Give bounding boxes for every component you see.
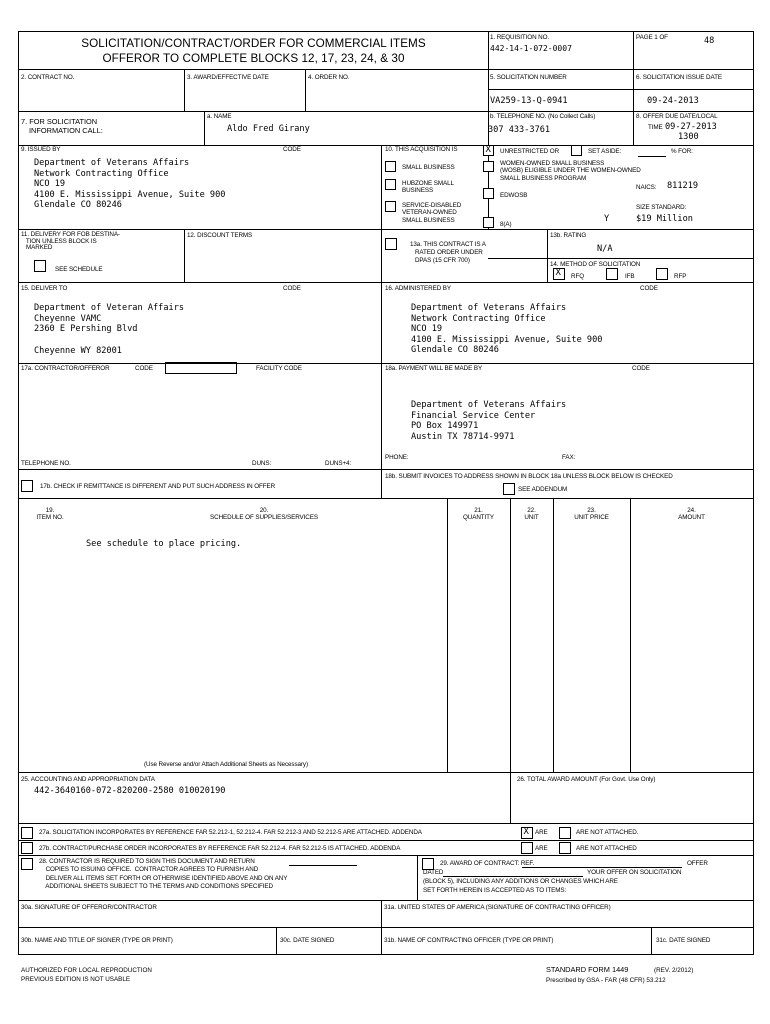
telephone-no-label: TELEPHONE NO. xyxy=(21,460,71,467)
offeror-signature-label: 30a. SIGNATURE OF OFFEROR/CONTRACTOR xyxy=(21,904,157,911)
rule xyxy=(381,282,382,498)
award-ref-label: 29. AWARD OF CONTRACT: REF. xyxy=(440,860,535,867)
issued-by-code-label: CODE xyxy=(283,146,301,153)
rfp-label: RFP xyxy=(674,273,687,280)
contract-addenda-are-label: ARE xyxy=(535,845,548,852)
rule xyxy=(447,498,448,772)
rated-order-checkbox[interactable] xyxy=(385,238,397,250)
small-business-label: SMALL BUSINESS xyxy=(402,164,455,171)
reverse-note: (Use Reverse and/or Attach Additional Sheets as Necessary) xyxy=(144,761,308,768)
pct-for-label: % FOR: xyxy=(671,148,693,155)
award-line3: (BLOCK 5), INCLUDING ANY ADDITIONS OR CHANGES WHICH ARE xyxy=(423,878,618,885)
offer-due-date: 09-27-2013 xyxy=(665,122,717,132)
telephone-value: 307 433-3761 xyxy=(488,125,551,135)
see-addendum-checkbox[interactable] xyxy=(503,483,515,495)
ifb-label: IFB xyxy=(625,273,635,280)
rule xyxy=(633,32,634,145)
rule xyxy=(19,111,753,112)
col-unit: 22. UNIT xyxy=(524,507,539,522)
award-date-label: 3. AWARD/EFFECTIVE DATE xyxy=(187,74,269,81)
form-title-line2: OFFEROR TO COMPLETE BLOCKS 12, 17, 23, 24, & 30 xyxy=(102,52,405,65)
facility-code-label: FACILITY CODE xyxy=(256,365,302,372)
award-dated-line xyxy=(443,876,583,877)
addenda-are-not-label: ARE NOT ATTACHED. xyxy=(576,829,639,836)
officer-date-label: 31c. DATE SIGNED xyxy=(656,937,711,944)
unrestricted-checkbox[interactable] xyxy=(483,145,494,156)
page-count: 48 xyxy=(704,36,715,46)
signer-date-label: 30c. DATE SIGNED xyxy=(280,937,335,944)
rule xyxy=(510,498,511,772)
contract-addenda-are-not-label: ARE NOT ATTACHED xyxy=(576,845,637,852)
return-copies-line xyxy=(289,865,357,866)
award-ref-line xyxy=(522,867,682,868)
contract-ref-label: 27b. CONTRACT/PURCHASE ORDER INCORPORATES BY REFERENCE FAR 52.212-4. FAR 52.212-5 IS ATTACHED. ADDENDA xyxy=(39,845,401,852)
payment-fax-label: FAX: xyxy=(562,454,576,461)
issue-date-label: 6. SOLICITATION ISSUE DATE xyxy=(636,74,722,81)
award-your-offer-label: YOUR OFFER ON SOLICITATION xyxy=(587,869,682,876)
ifb-checkbox[interactable] xyxy=(606,268,618,280)
col-amount: 24. AMOUNT xyxy=(678,507,705,522)
contract-addenda-are-checkbox[interactable] xyxy=(521,842,533,854)
solicitation-info-line2: INFORMATION CALL: xyxy=(29,126,103,135)
solicitation-number-value: VA259-13-Q-0941 xyxy=(490,96,568,106)
fob-label: 11. DELIVERY FOR FOB DESTINA- TION UNLESS BLOCK IS MARKED xyxy=(21,231,120,252)
rating-label: 13b. RATING xyxy=(550,232,587,239)
size-standard-label: SIZE STANDARD: xyxy=(636,204,687,211)
contract-no-label: 2. CONTRACT NO. xyxy=(21,74,75,81)
naics-value: 811219 xyxy=(667,181,699,191)
contact-name-label: a. NAME xyxy=(207,113,232,120)
col-unit-price: 23. UNIT PRICE xyxy=(574,507,609,522)
see-addendum-label: SEE ADDENDUM xyxy=(518,486,568,493)
accounting-value: 442-3640160-072-820200-2580 010020190 xyxy=(34,786,226,796)
eight-a-checkbox[interactable] xyxy=(483,217,494,228)
signer-name-label: 30b. NAME AND TITLE OF SIGNER (TYPE OR PRINT) xyxy=(21,937,173,944)
rule xyxy=(19,772,753,773)
payment-code-label: CODE xyxy=(632,365,650,372)
sdvosb-label: SERVICE-DISABLED VETERAN-OWNED SMALL BUSINESS xyxy=(402,202,462,224)
sf1449-form xyxy=(18,31,754,955)
deliver-to-label: 15. DELIVER TO xyxy=(21,285,68,292)
contract-addenda-are-not-checkbox[interactable] xyxy=(559,842,571,854)
administered-by-code-label: CODE xyxy=(640,285,658,292)
footer-form-name: STANDARD FORM 1449 xyxy=(546,965,629,974)
rule xyxy=(276,927,277,955)
discount-terms-label: 12. DISCOUNT TERMS xyxy=(187,232,253,239)
unrestricted-label: UNRESTRICTED OR xyxy=(500,148,560,155)
administered-by-label: 16. ADMINISTERED BY xyxy=(385,285,451,292)
contact-name-value: Aldo Fred Girany xyxy=(227,124,310,134)
small-business-checkbox[interactable] xyxy=(385,161,396,172)
deliver-to-code-label: CODE xyxy=(283,285,301,292)
duns4-label: DUNS+4: xyxy=(325,460,352,467)
see-schedule-checkbox[interactable] xyxy=(34,260,46,272)
rule xyxy=(547,229,548,282)
rule xyxy=(19,229,753,230)
solicitation-ref-checkbox[interactable] xyxy=(21,827,33,839)
rfp-checkbox[interactable] xyxy=(656,268,668,280)
contractor-label: 17a. CONTRACTOR/OFFEROR xyxy=(21,365,110,372)
rule xyxy=(184,69,185,111)
offeror-signature-field[interactable] xyxy=(21,912,376,925)
wosb-checkbox[interactable] xyxy=(483,161,494,172)
payment-label: 18a. PAYMENT WILL BE MADE BY xyxy=(385,365,483,372)
rule xyxy=(417,855,418,900)
deliver-to-address: Department of Veteran Affairs Cheyenne VAMC 2360 E Pershing Blvd xyxy=(34,303,185,335)
requisition-label: 1. REQUISITION NO. xyxy=(490,34,550,41)
col-item-no: 19. ITEM NO. xyxy=(36,507,64,522)
usa-signature-label: 31a. UNITED STATES OF AMERICA (SIGNATURE OF CONTRACTING OFFICER) xyxy=(384,904,611,911)
rule xyxy=(651,927,652,955)
solicitation-number-label: 5. SOLICITATION NUMBER xyxy=(490,74,567,81)
rule xyxy=(381,900,382,955)
solicitation-info-line1: 7. FOR SOLICITATION xyxy=(21,117,98,126)
order-no-label: 4. ORDER NO. xyxy=(308,74,350,81)
duns-label: DUNS: xyxy=(252,460,272,467)
form-title-line1: SOLICITATION/CONTRACT/ORDER FOR COMMERCIAL ITEMS xyxy=(81,37,426,50)
requisition-value: 442-14-1-072-0007 xyxy=(490,44,572,53)
page-label: PAGE 1 OF xyxy=(636,34,668,41)
contractor-sign-checkbox[interactable] xyxy=(21,858,33,870)
col-schedule: 20. SCHEDULE OF SUPPLIES/SERVICES xyxy=(210,507,318,522)
award-offer-label: OFFER xyxy=(687,860,708,867)
contractor-sign-text: 28. CONTRACTOR IS REQUIRED TO SIGN THIS DOCUMENT AND RETURN COPIES TO ISSUING OFFICE. CONTRACTOR AGREES TO FURNISH AND DELIVER ALL ITEMS SET FORTH OR OTHERWISE IDENTIFIED ABOVE AND ON ANY ADDITIONAL SHEETS SUBJECT TO THE TERMS AND CONDITIONS SPECIFIED xyxy=(39,858,288,891)
payment-address: Department of Veterans Affairs Financial Service Center PO Box 149971 Austin TX 78714-9971 xyxy=(411,400,567,442)
acquisition-label: 10. THIS ACQUISITION IS xyxy=(385,146,458,153)
edwosb-label: EDWOSB xyxy=(500,192,528,199)
set-aside-checkbox[interactable] xyxy=(571,145,582,156)
rfq-label: RFQ xyxy=(571,273,584,280)
payment-phone-label: PHONE: xyxy=(385,454,409,461)
rule xyxy=(19,282,753,283)
administered-by-address: Department of Veterans Affairs Network Contracting Office NCO 19 4100 E. Mississippi Avenue, Suite 900 Glendale CO 80246 xyxy=(411,303,603,356)
accounting-label: 25. ACCOUNTING AND APPROPRIATION DATA xyxy=(21,776,155,783)
officer-name-label: 31b. NAME OF CONTRACTING OFFICER (TYPE OR PRINT) xyxy=(384,937,554,944)
rule xyxy=(488,258,753,259)
solicitation-info-label xyxy=(21,117,103,135)
hubzone-checkbox[interactable] xyxy=(385,179,396,190)
col-quantity: 21. QUANTITY xyxy=(462,507,495,522)
contractor-code-label: CODE xyxy=(135,365,153,372)
remittance-checkbox[interactable] xyxy=(21,480,33,492)
sdvosb-checkbox[interactable] xyxy=(385,201,396,212)
hubzone-label: HUBZONE SMALL BUSINESS xyxy=(402,180,454,195)
footer-prescribed: Prescribed by GSA - FAR (48 CFR) 53.212 xyxy=(546,977,666,984)
addenda-are-not-checkbox[interactable] xyxy=(559,827,571,839)
rule xyxy=(204,111,205,145)
award-dated-label: DATED xyxy=(423,869,444,876)
footer-revision: (REV. 2/2012) xyxy=(654,967,694,974)
rule xyxy=(19,927,753,928)
see-schedule-label: SEE SCHEDULE xyxy=(55,266,103,273)
remittance-label: 17b. CHECK IF REMITTANCE IS DIFFERENT AND PUT SUCH ADDRESS IN OFFER xyxy=(40,483,276,490)
award-line4: SET FORTH HEREIN IS ACCEPTED AS TO ITEMS: xyxy=(423,887,567,894)
rule xyxy=(19,855,753,856)
issued-by-label: 9. ISSUED BY xyxy=(21,146,61,153)
telephone-label: b. TELEPHONE NO. (No Collect Calls) xyxy=(490,113,596,120)
offer-time-label: TIME xyxy=(648,124,663,131)
contractor-code-field[interactable] xyxy=(165,362,237,374)
rule xyxy=(184,229,185,282)
issued-by-address: Department of Veterans Affairs Network Contracting Office NCO 19 4100 E. Mississippi Avenue, Suite 900 Glendale CO 80246 xyxy=(34,158,226,211)
addenda-are-checkbox[interactable] xyxy=(521,827,533,839)
footer-local-reproduction: AUTHORIZED FOR LOCAL REPRODUCTION xyxy=(21,967,152,974)
offer-due-label: 8. OFFER DUE DATE/LOCAL xyxy=(636,113,718,120)
submit-invoices-label: 18b. SUBMIT INVOICES TO ADDRESS SHOWN IN BLOCK 18a UNLESS BLOCK BELOW IS CHECKED xyxy=(385,473,673,480)
deliver-to-city: Cheyenne WY 82001 xyxy=(34,346,122,356)
usa-signature-field[interactable] xyxy=(384,912,749,925)
issue-date-value: 09-24-2013 xyxy=(647,96,699,106)
contract-ref-checkbox[interactable] xyxy=(21,842,33,854)
rule xyxy=(553,498,554,772)
edwosb-checkbox[interactable] xyxy=(483,188,494,199)
eight-a-value: Y xyxy=(604,214,610,224)
rule xyxy=(381,145,382,285)
rule xyxy=(19,823,753,824)
rule xyxy=(19,469,753,470)
rule xyxy=(488,89,753,90)
total-award-label: 26. TOTAL AWARD AMOUNT (For Govt. Use Only) xyxy=(517,776,656,783)
footer-previous-edition: PREVIOUS EDITION IS NOT USABLE xyxy=(21,976,131,983)
solicitation-method-label: 14. METHOD OF SOLICITATION xyxy=(550,261,641,268)
eight-a-label: 8(A) xyxy=(500,221,512,228)
offer-due-time: 1300 xyxy=(678,132,699,142)
size-standard-value: $19 Million xyxy=(636,214,693,224)
rule xyxy=(305,69,306,111)
rating-value: N/A xyxy=(597,244,613,254)
rule xyxy=(19,69,753,70)
rule xyxy=(19,840,753,841)
naics-label: NAICS: xyxy=(636,184,657,191)
set-aside-label: SET ASIDE: xyxy=(588,148,622,155)
rule xyxy=(510,772,511,823)
rule xyxy=(19,498,753,499)
rated-order-label: 13a. THIS CONTRACT IS A RATED ORDER UNDER DPAS (15 CFR 700) xyxy=(410,241,486,265)
wosb-label: WOMEN-OWNED SMALL BUSINESS (WOSB) ELIGIBLE UNDER THE WOMEN-OWNED SMALL BUSINESS PROGRAM xyxy=(500,160,641,182)
solicitation-ref-label: 27a. SOLICITATION INCORPORATES BY REFERENCE FAR 52.212-1, 52.212-4. FAR 52.212-3 AND 52.212-5 ARE ATTACHED. ADDENDA xyxy=(39,829,422,836)
rule xyxy=(19,363,753,364)
rule xyxy=(19,900,753,901)
addenda-are-label: ARE xyxy=(535,829,548,836)
rule xyxy=(630,498,631,772)
set-aside-pct-line xyxy=(638,156,666,157)
schedule-body-text: See schedule to place pricing. xyxy=(86,539,242,549)
rfq-checkbox[interactable] xyxy=(553,268,565,280)
